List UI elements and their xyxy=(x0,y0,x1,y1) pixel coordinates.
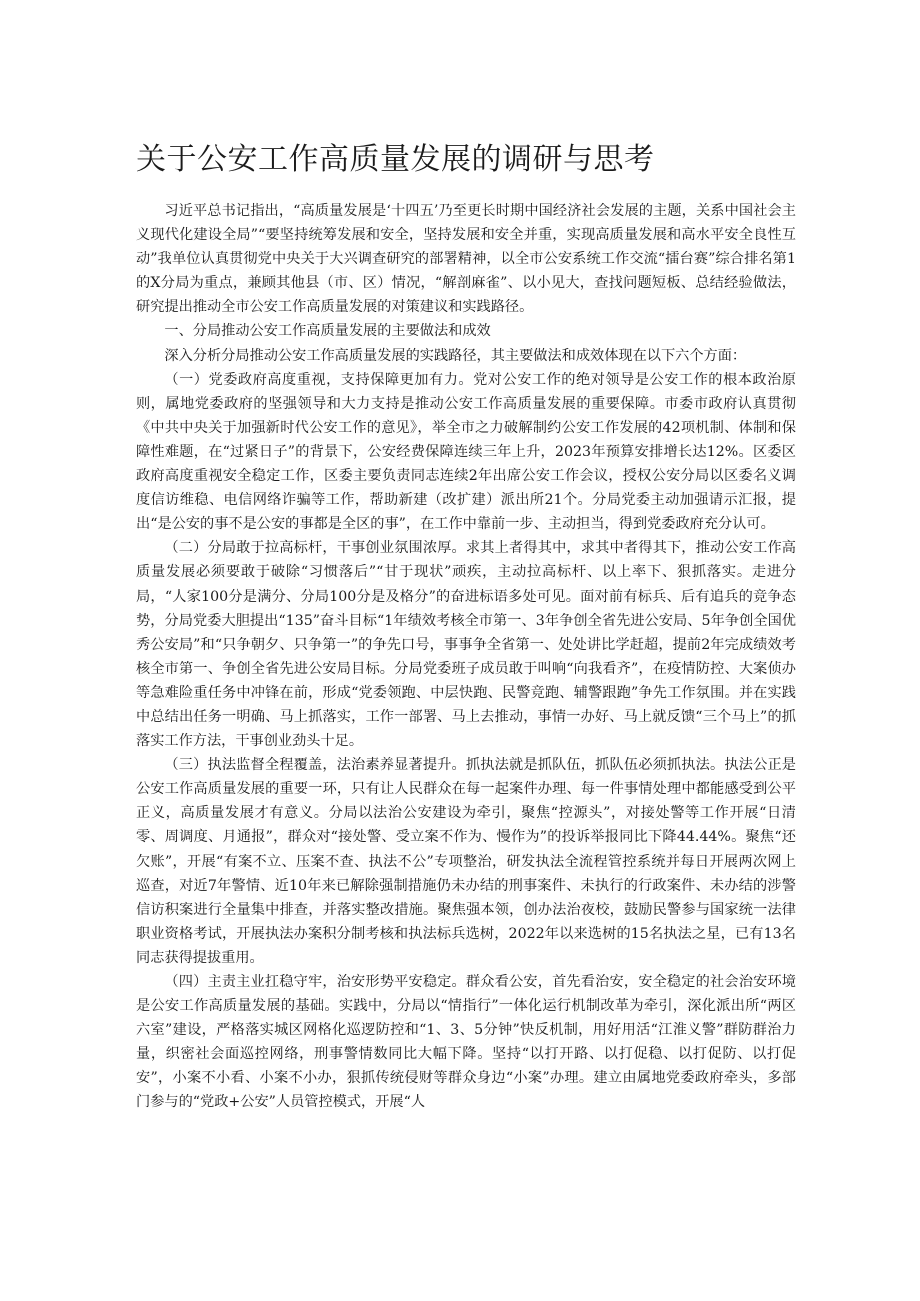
item-2-paragraph: （二）分局敢于拉高标杆，干事创业氛围浓厚。求其上者得其中，求其中者得其下，推动公安工作高质量发展必须要敢于破除“习惯落后”“甘于现状”顽疾，主动拉高标杆、以上率下、狠抓落实。走进分局，“人家100分是满分、分局100分是及格分”的奋进标语多处可见。面对前有标兵、后有追兵的竞争态势，分局党委大胆提出“135”奋斗目标“1年绩效考核全市第一、3年争创全省先进公安局、5年争创全国优秀公安局”和“只争朝夕、只争第一”的争先口号，事事争全省第一、处处讲比学赶超，提前2年完成绩效考核全市第一、争创全省先进公安局目标。分局党委班子成员敢于叫响“向我看齐”，在疫情防控、大案侦办等急难险重任务中冲锋在前，形成“党委领跑、中层快跑、民警竞跑、辅警跟跑”争先工作氛围。并在实践中总结出任务一明确、马上抓落实，工作一部署、马上去推动，事情一办好、马上就反馈“三个马上”的抓落实工作方法，干事创业劲头十足。 xyxy=(136,540,796,750)
item-3-paragraph: （三）执法监督全程覆盖，法治素养显著提升。抓执法就是抓队伍，抓队伍必须抓执法。执法公正是公安工作高质量发展的重要一环，只有让人民群众在每一起案件办理、每一件事情处理中都能感受到公平正义，高质量发展才有意义。分局以法治公安建设为牵引，聚焦“控源头”，对接处警等工作开展“日清零、周调度、月通报”，群众对“接处警、受立案不作为、慢作为”的投诉举报同比下降44.44%。聚焦“还欠账”，开展“有案不立、压案不查、执法不公”专项整治，研发执法全流程管控系统并每日开展两次网上巡查，对近7年警情、近10年来已解除强制措施仍未办结的刑事案件、未执行的行政案件、未办结的涉警信访积案进行全量集中排查，并落实整改措施。聚焦强本领，创办法治夜校，鼓励民警参与国家统一法律职业资格考试，开展执法办案积分制考核和执法标兵选树，2022年以来选树的15名执法之星，已有13名同志获得提拔重用。 xyxy=(136,757,796,966)
document-title: 关于公安工作高质量发展的调研与思考 xyxy=(136,142,655,177)
item-4-paragraph: （四）主责主业扛稳守牢，治安形势平安稳定。群众看公安，首先看治安，安全稳定的社会治安环境是公安工作高质量发展的基础。实践中，分局以“情指行”一体化运行机制改革为牵引，深化派出所“两区六室”建设，严格落实城区网格化巡逻防控和“1、3、5分钟”快反机制，用好用活“江淮义警”群防群治力量，织密社会面巡控网络，刑事警情数同比大幅下降。坚持“以打开路、以打促稳、以打促防、以打促安”，小案不小看、小案不小办，狠抓传统侵财等群众身边“小案”办理。建立由属地党委政府牵头，多部门参与的“党政+公安”人员管控模式，开展“人 xyxy=(136,974,796,1111)
document-body xyxy=(136,199,796,1115)
intro-paragraph: 习近平总书记指出，“高质量发展是‘十四五’乃至更长时期中国经济社会发展的主题，关系中国社会主义现代化建设全局”“要坚持统筹发展和安全，坚持发展和安全并重，实现高质量发展和高水平安全良性互动”我单位认真贯彻党中央关于大兴调查研究的部署精神，以全市公安系统工作交流“擂台赛”综合排名第1的X分局为重点，兼顾其他县（市、区）情况，“解剖麻雀”、以小见大，查找问题短板、总结经验做法，研究提出推动全市公安工作高质量发展的对策建议和实践路径。 xyxy=(136,203,796,316)
section-heading: 一、分局推动公安工作高质量发展的主要做法和成效 xyxy=(164,323,491,340)
item-1-paragraph: （一）党委政府高度重视，支持保障更加有力。党对公安工作的绝对领导是公安工作的根本政治原则，属地党委政府的坚强领导和大力支持是推动公安工作高质量发展的重要保障。市委市政府认真贯彻《中共中央关于加强新时代公安工作的意见》，举全市之力破解制约公安工作发展的42项机制、体制和保障性难题，在“过紧日子”的背景下，公安经费保障连续三年上升，2023年预算安排增长达12%。区委区政府高度重视安全稳定工作，区委主要负责同志连续2年出席公安工作会议，授权公安分局以区委名义调度信访维稳、电信网络诈骗等工作，帮助新建（改扩建）派出所21个。分局党委主动加强请示汇报，提出“是公安的事不是公安的事都是全区的事”，在工作中靠前一步、主动担当，得到党委政府充分认可。 xyxy=(136,371,796,533)
section-lead-paragraph: 深入分析分局推动公安工作高质量发展的实践路径，其主要做法和成效体现在以下六个方面： xyxy=(164,347,747,364)
